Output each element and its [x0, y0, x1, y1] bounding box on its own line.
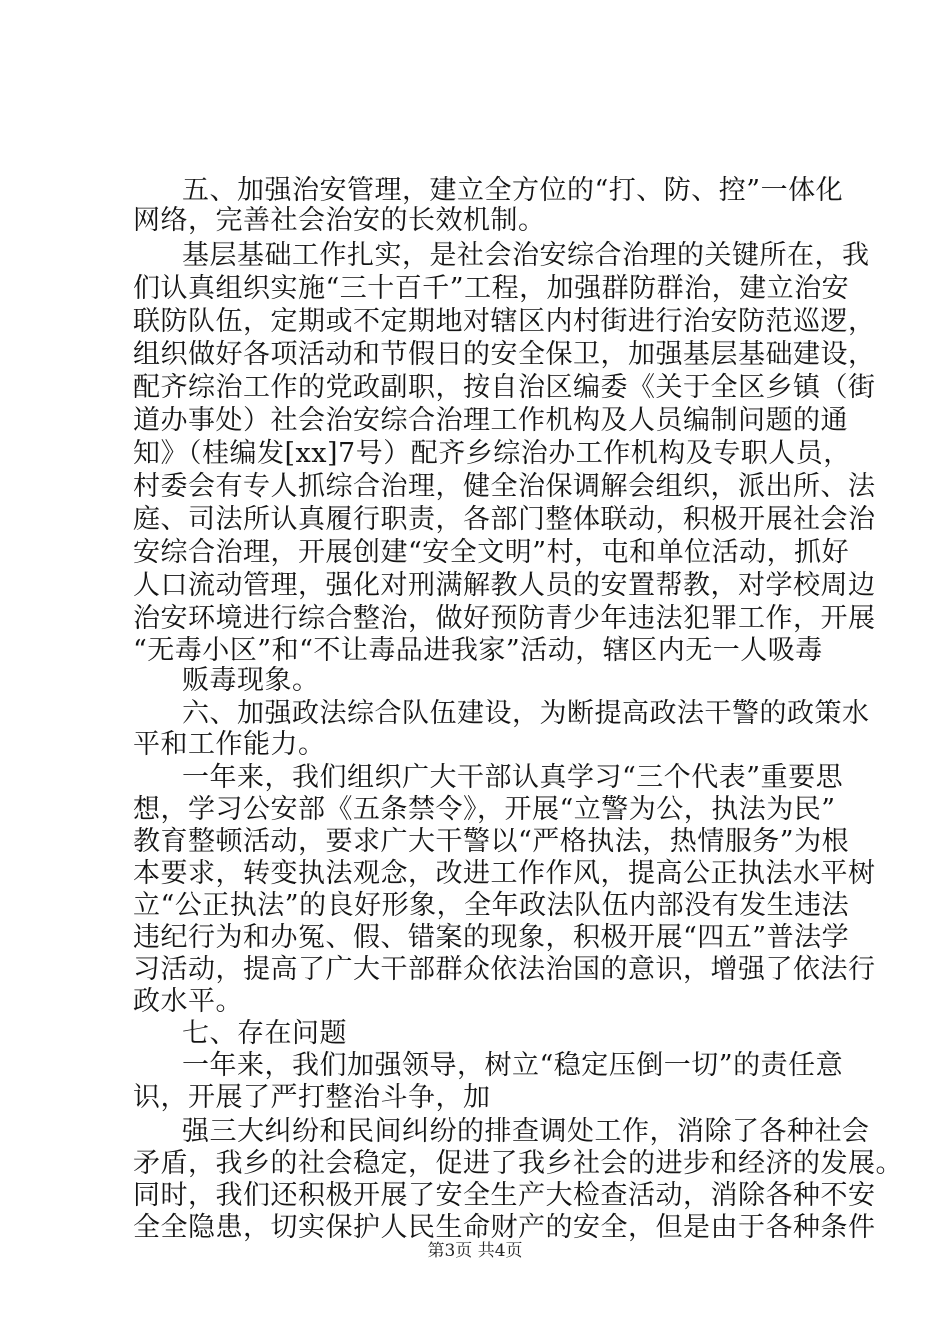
text-line: 村委会有专人抓综合治理，健全治保调解会组织，派出所、法 — [133, 471, 876, 502]
text-line: 政水平。 — [133, 986, 243, 1017]
text-line: 知》（桂编发[xx]7号）配齐乡综治办工作机构及专职人员， — [133, 438, 851, 469]
text-line: 基层基础工作扎实，是社会治安综合治理的关键所在，我 — [182, 240, 870, 271]
text-line: 本要求，转变执法观念，改进工作作风，提高公正执法水平树 — [133, 858, 876, 889]
text-line: 人口流动管理，强化对刑满解教人员的安置帮教，对学校周边 — [133, 570, 876, 601]
text-line: 道办事处）社会治安综合治理工作机构及人员编制问题的通 — [133, 405, 848, 436]
text-line: 立“公正执法”的良好形象，全年政法队伍内部没有发生违法 — [133, 890, 850, 921]
text-line: 贩毒现象。 — [182, 665, 320, 696]
text-line: 组织做好各项活动和节假日的安全保卫，加强基层基础建设， — [133, 339, 876, 370]
text-line: 想，学习公安部《五条禁令》，开展“立警为公，执法为民” — [133, 794, 836, 825]
text-line: 五、加强治安管理，建立全方位的“打、防、控”一体化 — [182, 175, 844, 206]
page-number: 第3页 共4页 — [427, 1241, 523, 1261]
text-line: 七、存在问题 — [182, 1018, 347, 1049]
text-line: 矛盾，我乡的社会稳定，促进了我乡社会的进步和经济的发展。 — [133, 1148, 903, 1179]
text-line: 治安环境进行综合整治，做好预防青少年违法犯罪工作，开展 — [133, 603, 876, 634]
text-line: 安综合治理，开展创建“安全文明”村，屯和单位活动，抓好 — [133, 537, 850, 568]
text-line: “无毒小区”和“不让毒品进我家”活动，辖区内无一人吸毒 — [133, 635, 823, 666]
text-line: 全全隐患，切实保护人民生命财产的安全，但是由于各种条件 — [133, 1212, 876, 1243]
text-line: 一年来，我们组织广大干部认真学习“三个代表”重要思 — [182, 762, 844, 793]
text-line: 强三大纠纷和民间纠纷的排查调处工作，消除了各种社会 — [182, 1116, 870, 1147]
text-line: 配齐综治工作的党政副职，按自治区编委《关于全区乡镇（街 — [133, 372, 876, 403]
text-line: 教育整顿活动，要求广大干警以“严格执法，热情服务”为根 — [133, 826, 850, 857]
text-line: 联防队伍，定期或不定期地对辖区内村街进行治安防范巡逻， — [133, 306, 876, 337]
text-line: 平和工作能力。 — [133, 729, 326, 760]
text-line: 一年来，我们加强领导，树立“稳定压倒一切”的责任意 — [182, 1050, 844, 1081]
text-line: 六、加强政法综合队伍建设，为断提高政法干警的政策水 — [182, 698, 870, 729]
text-line: 违纪行为和办冤、假、错案的现象，积极开展“四五”普法学 — [133, 922, 850, 953]
text-line: 习活动，提高了广大干部群众依法治国的意识，增强了依法行 — [133, 954, 876, 985]
text-line: 同时，我们还积极开展了安全生产大检查活动，消除各种不安 — [133, 1180, 876, 1211]
text-line: 庭、司法所认真履行职责，各部门整体联动，积极开展社会治 — [133, 504, 876, 535]
text-line: 网络，完善社会治安的长效机制。 — [133, 205, 546, 236]
text-line: 识，开展了严打整治斗争，加 — [133, 1082, 491, 1113]
text-line: 们认真组织实施“三十百千”工程，加强群防群治，建立治安 — [133, 273, 850, 304]
